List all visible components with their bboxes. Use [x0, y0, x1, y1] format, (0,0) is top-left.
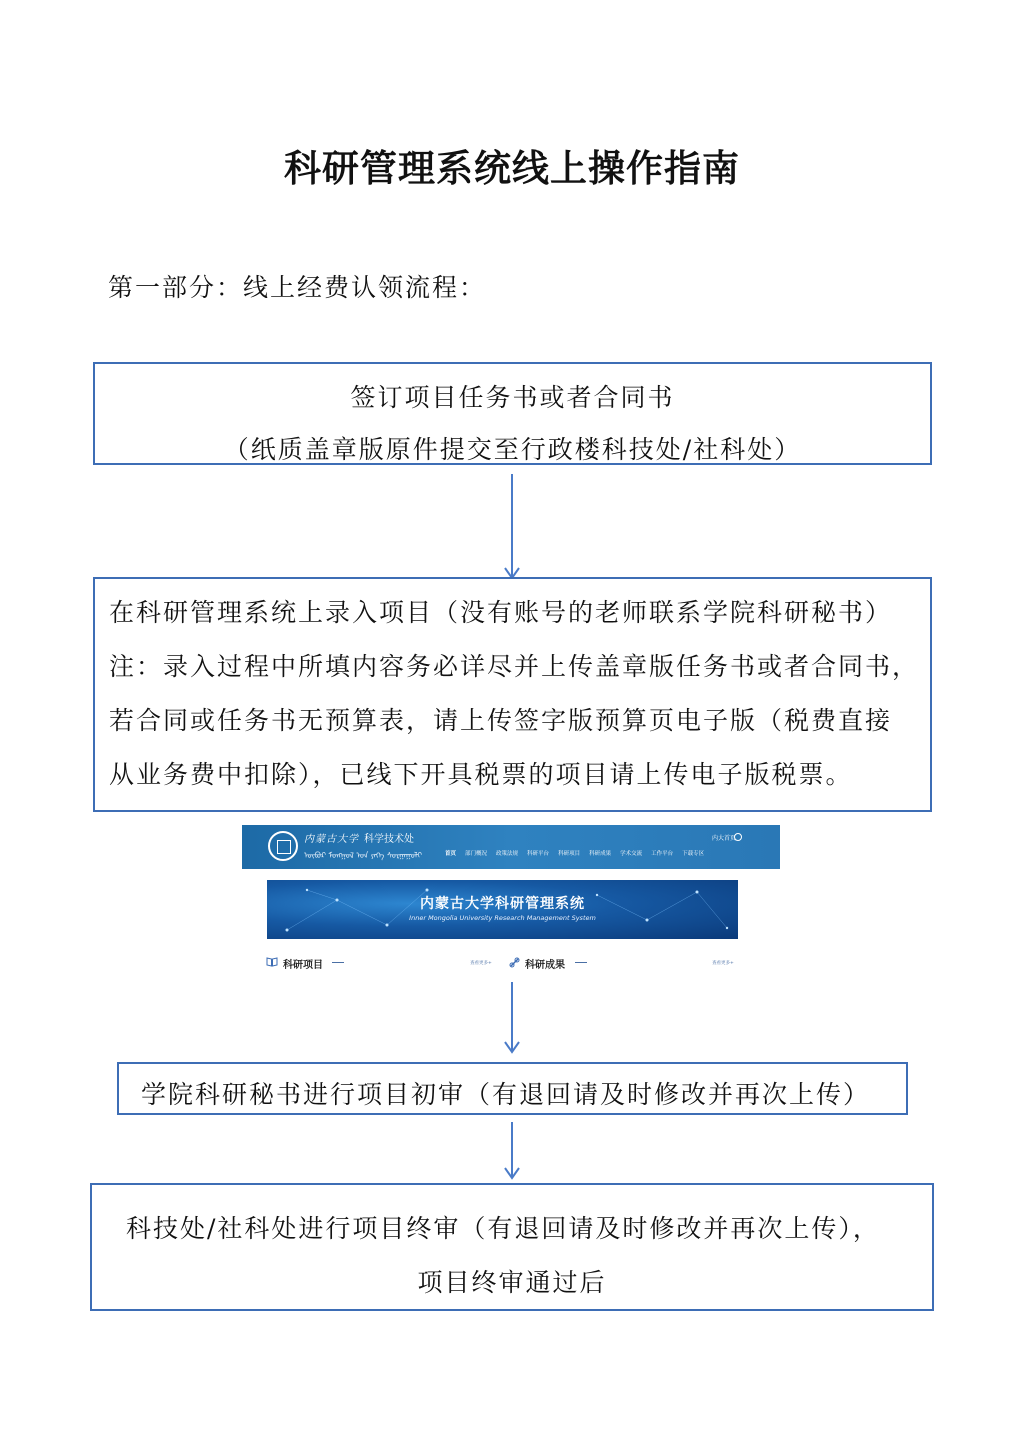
- step-text: 签订项目任务书或者合同书: [350, 383, 675, 412]
- step-text: 科技处/社科处进行项目终审（有退回请及时修改并再次上传），: [126, 1214, 880, 1243]
- home-link[interactable]: 内大首页: [711, 835, 736, 842]
- search-icon[interactable]: [734, 833, 742, 841]
- nav-item[interactable]: 学术交流: [620, 851, 643, 857]
- nav-item[interactable]: 政策法规: [496, 851, 519, 857]
- step-box-college-review: [117, 1062, 908, 1115]
- section-heading: 第一部分：线上经费认领流程：: [108, 273, 487, 302]
- step-text: 项目终审通过后: [417, 1268, 607, 1297]
- banner-title: 内蒙古大学科研管理系统: [420, 896, 585, 912]
- panel-divider: [575, 962, 587, 963]
- nav-item[interactable]: 科研项目: [558, 851, 581, 857]
- banner-subtitle: Inner Mongolia University Research Management System: [409, 914, 596, 922]
- more-link[interactable]: 查看更多+: [470, 961, 492, 966]
- more-link[interactable]: 查看更多+: [712, 961, 734, 966]
- nav-item[interactable]: 科研平台: [527, 851, 550, 857]
- step-box-enter-project: [93, 577, 932, 812]
- step-text: （纸质盖章版原件提交至行政楼科技处/社科处）: [223, 435, 802, 464]
- mongolian-text: ᠥᠪᠦᠷ ᠮᠣᠩᠭᠣᠯ ᠤᠨ ᠶᠡᠬᠡ ᠰᠤᠷᠭᠠᠭᠤᠯᠢ: [304, 851, 422, 860]
- nav-item[interactable]: 首页: [445, 851, 457, 857]
- page-title: 科研管理系统线上操作指南: [284, 147, 740, 190]
- step-box-final-review: [90, 1183, 934, 1311]
- step-text: 注：录入过程中所填内容务必详尽并上传盖章版任务书或者合同书，: [109, 652, 920, 681]
- book-icon: [266, 957, 278, 967]
- panel-title-projects: 科研项目: [283, 960, 323, 971]
- flow-arrow-icon: [502, 982, 522, 1054]
- nav-item[interactable]: 工作平台: [651, 851, 674, 857]
- system-banner: [267, 880, 738, 939]
- department-name: 科学技术处: [364, 834, 414, 845]
- nav-item[interactable]: 科研成果: [589, 851, 612, 857]
- system-header-screenshot: [242, 825, 780, 869]
- panel-divider: [332, 962, 344, 963]
- step-text: 若合同或任务书无预算表，请上传签字版预算页电子版（税费直接: [109, 706, 893, 735]
- university-logo-icon: [268, 831, 298, 861]
- flow-arrow-icon: [502, 1122, 522, 1180]
- flow-arrow-icon: [502, 474, 522, 580]
- link-icon: [509, 957, 520, 968]
- step-text: 学院科研秘书进行项目初审（有退回请及时修改并再次上传）: [141, 1080, 871, 1109]
- nav-item[interactable]: 下载专区: [682, 851, 705, 857]
- step-box-sign-contract: [93, 362, 932, 465]
- step-text: 从业务费中扣除），已线下开具税票的项目请上传电子版税票。: [109, 760, 853, 789]
- university-name: 内蒙古大学: [304, 834, 359, 845]
- panel-title-achievements: 科研成果: [525, 960, 565, 971]
- step-text: 在科研管理系统上录入项目（没有账号的老师联系学院科研秘书）: [109, 598, 893, 627]
- nav-item[interactable]: 部门概况: [465, 851, 488, 857]
- nav-bar: [445, 849, 704, 857]
